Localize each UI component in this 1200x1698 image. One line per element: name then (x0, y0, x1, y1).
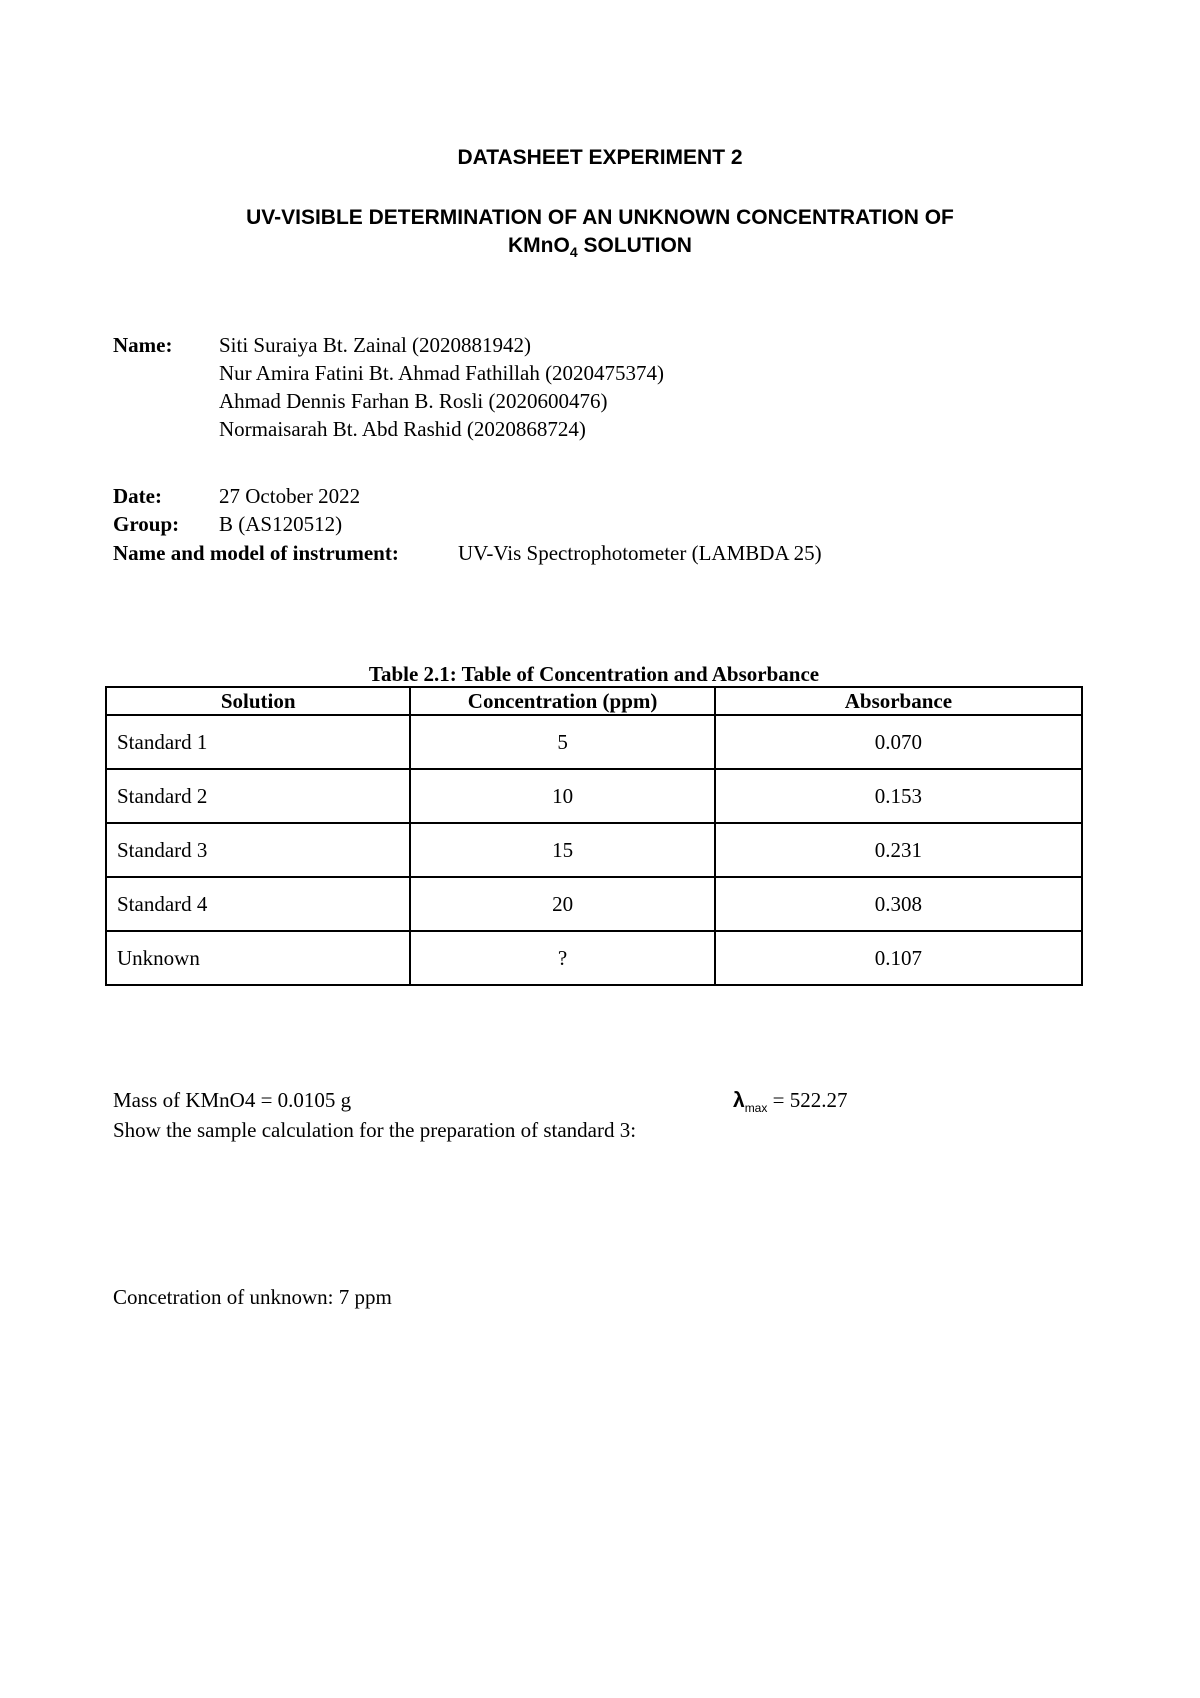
table-row (106, 877, 1082, 931)
instrument-label: Name and model of instrument: (113, 541, 399, 565)
cell-solution: Unknown (106, 931, 410, 985)
lambda-max (733, 1088, 847, 1115)
date-value: 27 October 2022 (219, 484, 361, 508)
table-row (106, 769, 1082, 823)
info-block (0, 0, 1200, 600)
concentration-table (105, 686, 1083, 986)
table-row (106, 823, 1082, 877)
subtitle-formula-subscript: 4 (569, 244, 578, 261)
cell-absorbance: 0.231 (715, 823, 1082, 877)
lambda-subscript: max (744, 1101, 768, 1116)
unknown-concentration: Concetration of unknown: 7 ppm (113, 1285, 392, 1309)
cell-absorbance: 0.070 (715, 715, 1082, 769)
cell-absorbance: 0.107 (715, 931, 1082, 985)
name-3: Ahmad Dennis Farhan B. Rosli (2020600476) (219, 389, 608, 413)
header-concentration: Concentration (ppm) (410, 687, 714, 715)
cell-concentration: 10 (410, 769, 714, 823)
name-2: Nur Amira Fatini Bt. Ahmad Fathillah (2020475374) (219, 361, 665, 385)
cell-concentration: 20 (410, 877, 714, 931)
cell-absorbance: 0.153 (715, 769, 1082, 823)
group-label: Group: (113, 512, 180, 536)
lambda-symbol: λ (733, 1089, 745, 1112)
name-label: Name: (113, 333, 173, 357)
date-label: Date: (113, 484, 162, 508)
header-solution: Solution (106, 687, 410, 715)
cell-concentration: 15 (410, 823, 714, 877)
group-value: B (AS120512) (219, 512, 343, 536)
instrument-value: UV-Vis Spectrophotometer (LAMBDA 25) (458, 541, 822, 565)
name-1: Siti Suraiya Bt. Zainal (2020881942) (219, 333, 532, 357)
table-row (106, 931, 1082, 985)
cell-solution: Standard 4 (106, 877, 410, 931)
mass-line: Mass of KMnO4 = 0.0105 g (113, 1088, 352, 1112)
subtitle-formula: KMnO (508, 234, 570, 257)
subtitle-rest: SOLUTION (577, 234, 692, 257)
cell-solution: Standard 2 (106, 769, 410, 823)
page-subtitle: UV-VISIBLE DETERMINATION OF AN UNKNOWN CONCENTRATION OF (246, 206, 954, 229)
cell-absorbance: 0.308 (715, 877, 1082, 931)
cell-concentration: ? (410, 931, 714, 985)
cell-solution: Standard 1 (106, 715, 410, 769)
table-caption: Table 2.1: Table of Concentration and Absorbance (368, 662, 820, 686)
cell-concentration: 5 (410, 715, 714, 769)
lambda-value: = 522.27 (767, 1088, 848, 1112)
page-title: DATASHEET EXPERIMENT 2 (457, 146, 743, 169)
name-4: Normaisarah Bt. Abd Rashid (2020868724) (219, 417, 586, 441)
table-header-row (106, 687, 1082, 715)
calc-prompt: Show the sample calculation for the preparation of standard 3: (113, 1118, 637, 1142)
table-row (106, 715, 1082, 769)
cell-solution: Standard 3 (106, 823, 410, 877)
header-absorbance: Absorbance (715, 687, 1082, 715)
